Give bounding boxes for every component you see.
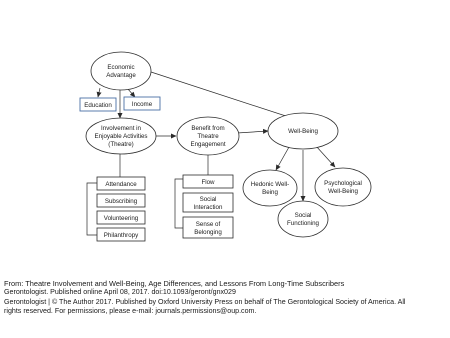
node-hedonic bbox=[243, 170, 297, 206]
indicator-philanthropy bbox=[97, 228, 145, 241]
edge-benefit-to-wellbeing bbox=[237, 131, 268, 133]
indicator-social-interaction bbox=[183, 193, 233, 212]
node-label: Involvement in Enjoyable Activities (Theatre) bbox=[94, 125, 148, 148]
edge-wellbeing-to-psychological bbox=[316, 146, 335, 167]
node-label: Sense of Belonging bbox=[194, 221, 222, 236]
node-label: Volunteering bbox=[103, 215, 139, 222]
node-label: Attendance bbox=[105, 181, 137, 188]
node-label: Well-Being bbox=[288, 128, 318, 135]
node-education bbox=[80, 98, 116, 111]
node-social-functioning bbox=[278, 201, 328, 237]
node-involvement bbox=[86, 118, 156, 154]
indicator-attendance bbox=[97, 177, 145, 190]
node-label: Psychological Well-Being bbox=[324, 180, 362, 195]
figure-caption bbox=[4, 279, 446, 316]
node-economic-advantage bbox=[91, 52, 151, 90]
caption-title: From: Theatre Involvement and Well-Being, Age Differences, and Lessons From Long-Time Subscribers bbox=[4, 279, 345, 288]
indicator-volunteering bbox=[97, 211, 145, 224]
edge-economic-to-wellbeing bbox=[151, 72, 295, 119]
node-benefit bbox=[177, 117, 239, 155]
caption-journal-line: Gerontologist. Published online April 08, 2017. doi:10.1093/geront/gnx029 bbox=[4, 288, 236, 297]
node-label: Philanthropy bbox=[103, 232, 139, 239]
node-label: Income bbox=[131, 101, 153, 108]
caption-copyright-line-1: Gerontologist | © The Author 2017. Published by Oxford University Press on behalf of The Gerontological Society of America. All bbox=[4, 297, 406, 306]
node-label: Social Functioning bbox=[287, 212, 319, 227]
bracket-involvement-indicators bbox=[87, 183, 97, 235]
edge-wellbeing-to-hedonic bbox=[276, 147, 289, 170]
node-label: Economic Advantage bbox=[106, 64, 136, 79]
bracket-benefit-indicators bbox=[175, 179, 183, 228]
indicator-subscribing bbox=[97, 194, 145, 207]
node-income bbox=[124, 97, 160, 110]
node-label: Hedonic Well-Being bbox=[250, 181, 290, 196]
node-label: Benefit from Theatre Engagement bbox=[190, 125, 226, 148]
node-psychological bbox=[315, 168, 371, 206]
node-label: Social Interaction bbox=[193, 196, 223, 211]
node-well-being bbox=[268, 113, 338, 149]
caption-copyright-line-2: rights reserved. For permissions, please e-mail: journals.permissions@oup.com. bbox=[4, 306, 257, 315]
node-label: Flow bbox=[201, 179, 215, 186]
node-label: Subscribing bbox=[104, 198, 138, 205]
indicator-flow bbox=[183, 175, 233, 188]
indicator-sense-of-belonging bbox=[183, 217, 233, 238]
node-label: Education bbox=[84, 102, 112, 109]
edge-economic-to-education bbox=[98, 88, 100, 97]
